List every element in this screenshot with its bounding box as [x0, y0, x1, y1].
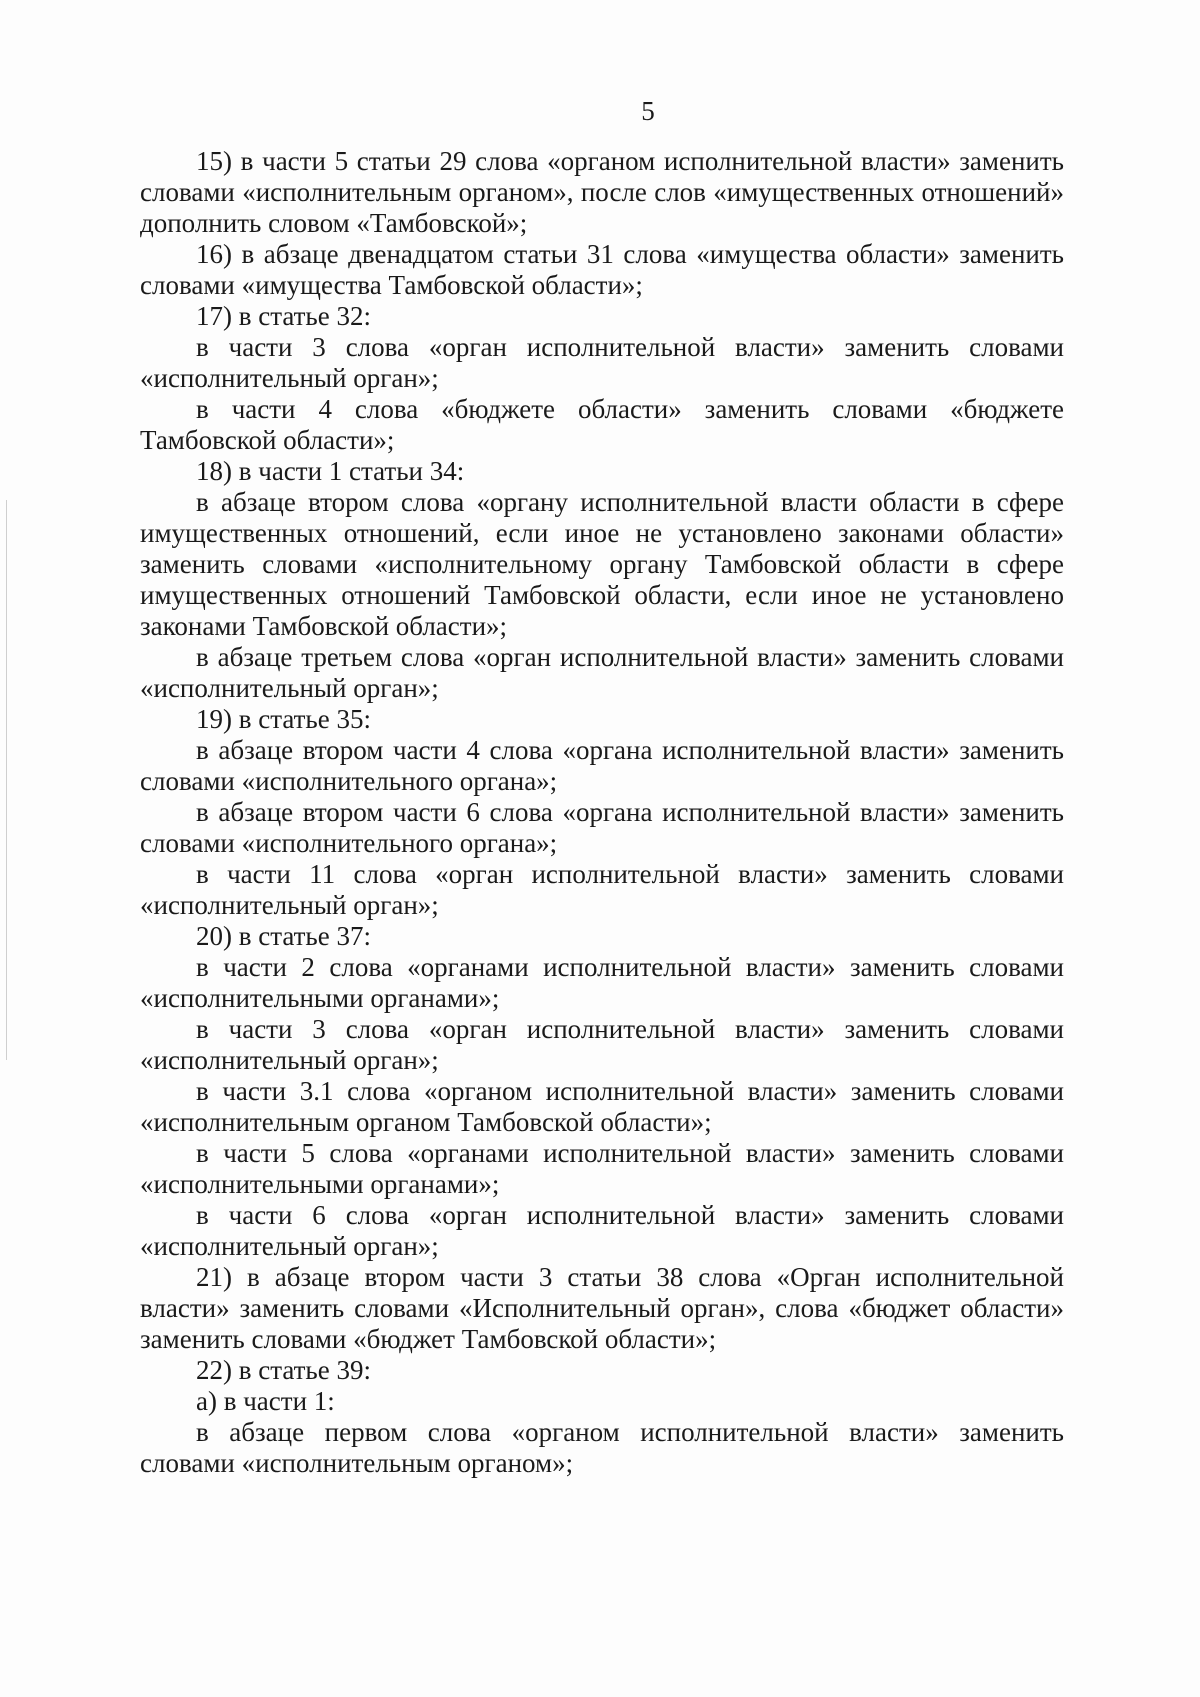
paragraph-19-part-11: в части 11 слова «орган исполнительной власти» заменить словами «исполнительный орган»; [140, 859, 1064, 920]
paragraph-20-part-3: в части 3 слова «орган исполнительной власти» заменить словами «исполнительный орган»; [140, 1014, 1064, 1075]
paragraph-17-part-3: в части 3 слова «орган исполнительной власти» заменить словами «исполнительный орган»; [140, 332, 1064, 393]
paragraph-20-part-5: в части 5 слова «органами исполнительной власти» заменить словами «исполнительными органами»; [140, 1138, 1064, 1199]
paragraph-18-abzac-2: в абзаце втором слова «органу исполнительной власти области в сфере имущественных отношений, если иное не установлено законами области» заменить словами «исполнительному органу Тамбовской области в сфере имущественных отношений Тамбовской области, если иное не установлено законами Тамбовской области»; [140, 487, 1064, 641]
paragraph-21: 21) в абзаце втором части 3 статьи 38 слова «Орган исполнительной власти» заменить словами «Исполнительный орган», слова «бюджет области» заменить словами «бюджет Тамбовской области»; [140, 1262, 1064, 1354]
paragraph-20-part-6: в части 6 слова «орган исполнительной власти» заменить словами «исполнительный орган»; [140, 1200, 1064, 1261]
document-body [140, 146, 1064, 1479]
paragraph-20-part-3-1: в части 3.1 слова «органом исполнительной власти» заменить словами «исполнительным органом Тамбовской области»; [140, 1076, 1064, 1137]
paragraph-19-heading: 19) в статье 35: [196, 704, 371, 734]
paragraph-15: 15) в части 5 статьи 29 слова «органом исполнительной власти» заменить словами «исполнительным органом», после слов «имущественных отношений» дополнить словом «Тамбовской»; [140, 146, 1064, 238]
paragraph-20-part-2: в части 2 слова «органами исполнительной власти» заменить словами «исполнительными органами»; [140, 952, 1064, 1013]
paragraph-16: 16) в абзаце двенадцатом статьи 31 слова «имущества области» заменить словами «имущества Тамбовской области»; [140, 239, 1064, 300]
paragraph-22-heading: 22) в статье 39: [196, 1355, 371, 1385]
scan-edge-mark [6, 500, 7, 1060]
paragraph-17-part-4: в части 4 слова «бюджете области» заменить словами «бюджете Тамбовской области»; [140, 394, 1064, 455]
paragraph-17-heading: 17) в статье 32: [196, 301, 371, 331]
paragraph-20-heading: 20) в статье 37: [196, 921, 371, 951]
paragraph-19-part-6: в абзаце втором части 6 слова «органа исполнительной власти» заменить словами «исполнительного органа»; [140, 797, 1064, 858]
paragraph-18-heading: 18) в части 1 статьи 34: [196, 456, 465, 486]
paragraph-22-abzac-1: в абзаце первом слова «органом исполнительной власти» заменить словами «исполнительным органом»; [140, 1417, 1064, 1478]
paragraph-19-part-4: в абзаце втором части 4 слова «органа исполнительной власти» заменить словами «исполнительного органа»; [140, 735, 1064, 796]
paragraph-22-part-1: а) в части 1: [196, 1386, 335, 1416]
page-number: 5 [641, 96, 655, 126]
paragraph-18-abzac-3: в абзаце третьем слова «орган исполнительной власти» заменить словами «исполнительный орган»; [140, 642, 1064, 703]
